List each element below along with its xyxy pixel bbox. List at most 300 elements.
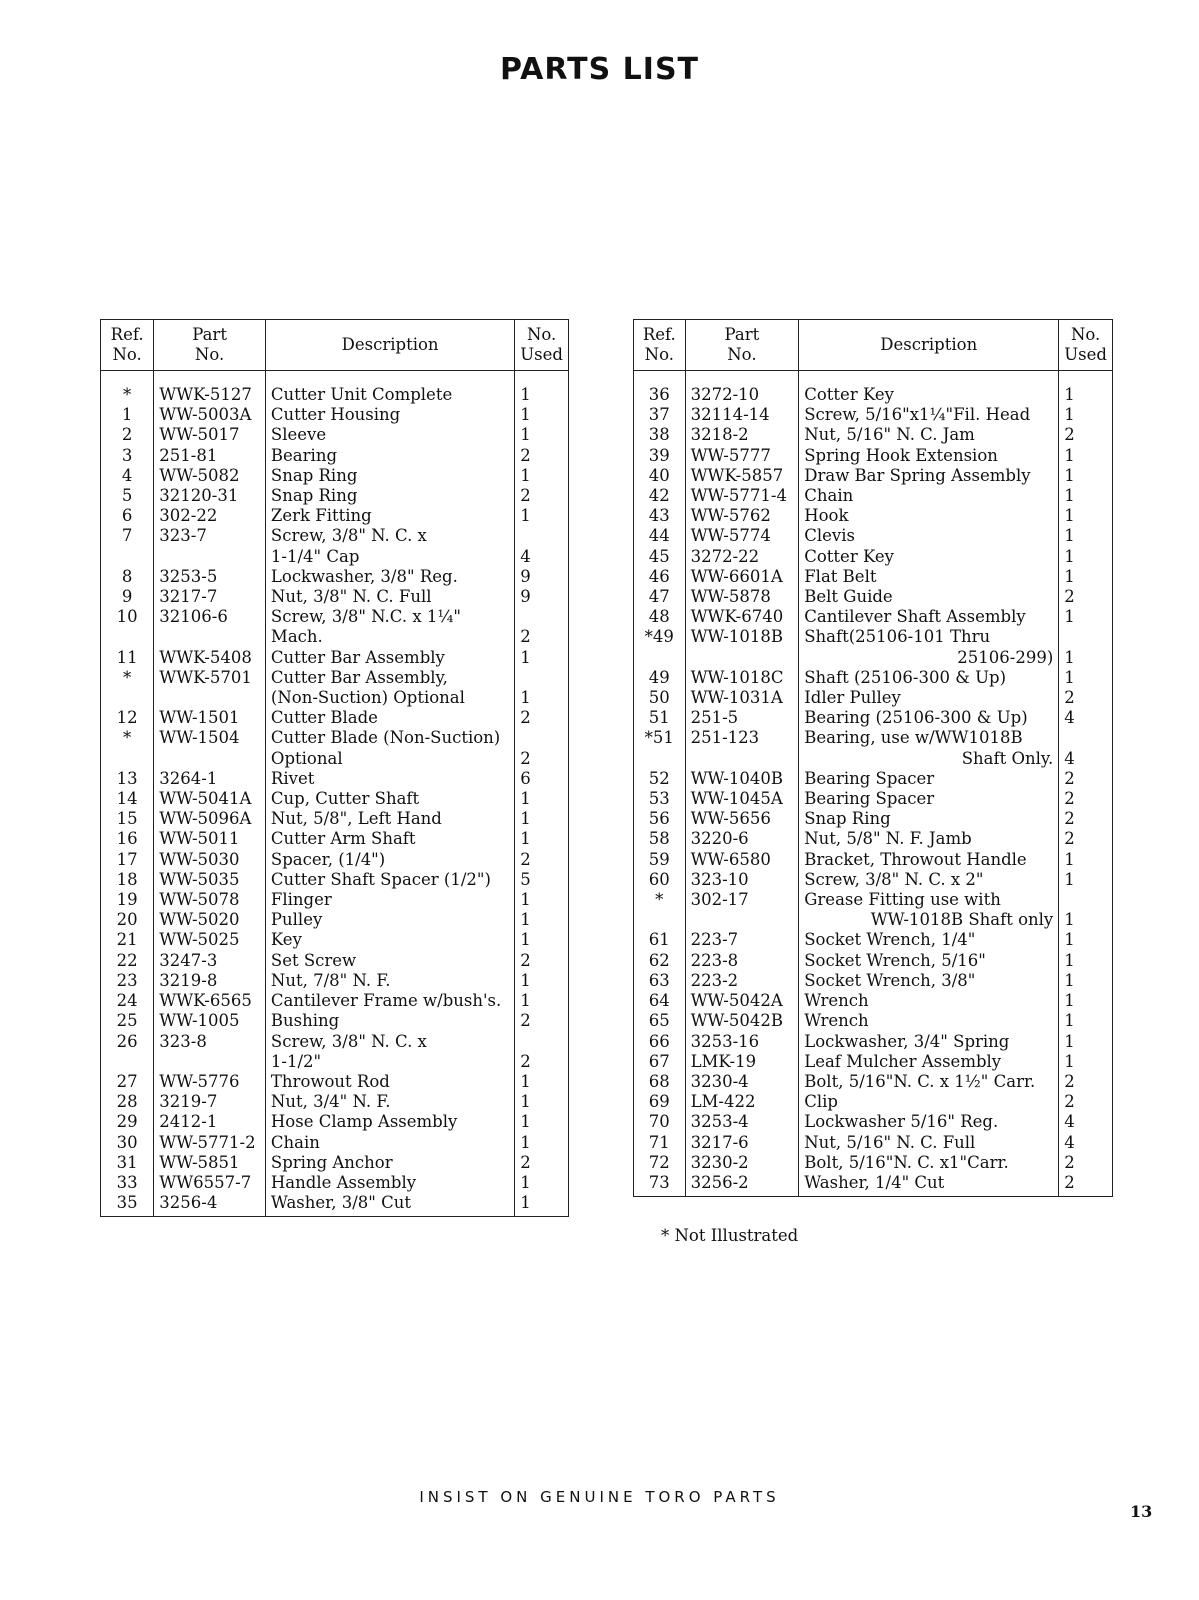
qty-used: 2 — [515, 446, 569, 466]
table-row — [101, 668, 569, 688]
qty-used: 4 — [515, 547, 569, 567]
ref-no: 39 — [634, 446, 686, 466]
ref-no: 10 — [101, 607, 154, 627]
qty-used — [515, 526, 569, 546]
table-row — [101, 567, 569, 587]
table-row — [634, 688, 1113, 708]
part-no: WW-5771-4 — [685, 486, 799, 506]
part-no: 3218-2 — [685, 425, 799, 445]
qty-used: 1 — [515, 930, 569, 950]
description: Rivet — [265, 769, 514, 789]
ref-no: 20 — [101, 910, 154, 930]
part-no — [154, 627, 266, 647]
description: Chain — [799, 486, 1059, 506]
table-row — [101, 1032, 569, 1052]
description: Socket Wrench, 3/8" — [799, 971, 1059, 991]
ref-no — [101, 749, 154, 769]
table-row — [101, 910, 569, 930]
description: Chain — [265, 1133, 514, 1153]
part-no: WW-5017 — [154, 425, 266, 445]
part-no: WW-1031A — [685, 688, 799, 708]
table-row — [634, 870, 1113, 890]
ref-no: 22 — [101, 951, 154, 971]
ref-no: 40 — [634, 466, 686, 486]
table-row — [634, 486, 1113, 506]
part-no: 2412-1 — [154, 1112, 266, 1132]
part-no: 32114-14 — [685, 405, 799, 425]
description: Shaft Only. — [799, 749, 1059, 769]
ref-no: 44 — [634, 526, 686, 546]
description: Bearing (25106-300 & Up) — [799, 708, 1059, 728]
part-no: 323-7 — [154, 526, 266, 546]
part-no: 251-123 — [685, 728, 799, 748]
qty-used: 9 — [515, 587, 569, 607]
ref-no: 7 — [101, 526, 154, 546]
ref-no: 48 — [634, 607, 686, 627]
qty-used: 2 — [515, 486, 569, 506]
table-row — [634, 930, 1113, 950]
header-ref: Ref. No. — [101, 320, 154, 371]
ref-no: 14 — [101, 789, 154, 809]
qty-used: 1 — [1059, 991, 1113, 1011]
description: Screw, 3/8" N.C. x 1¼" — [265, 607, 514, 627]
qty-used: 1 — [1059, 910, 1113, 930]
description: Cotter Key — [799, 371, 1059, 406]
part-no: WW-1045A — [685, 789, 799, 809]
description: Lockwasher 5/16" Reg. — [799, 1112, 1059, 1132]
part-no: 251-81 — [154, 446, 266, 466]
description: Clip — [799, 1092, 1059, 1112]
part-no: LMK-19 — [685, 1052, 799, 1072]
part-no: WW-1504 — [154, 728, 266, 748]
ref-no: 51 — [634, 708, 686, 728]
part-no: WW-6601A — [685, 567, 799, 587]
part-no — [685, 910, 799, 930]
qty-used: 1 — [515, 971, 569, 991]
ref-no: 56 — [634, 809, 686, 829]
qty-used: 1 — [1059, 371, 1113, 406]
description: Wrench — [799, 1011, 1059, 1031]
ref-no: 66 — [634, 1032, 686, 1052]
description: Hose Clamp Assembly — [265, 1112, 514, 1132]
description: Washer, 3/8" Cut — [265, 1193, 514, 1217]
part-no: WW-5030 — [154, 850, 266, 870]
qty-used: 1 — [515, 789, 569, 809]
description: Spring Anchor — [265, 1153, 514, 1173]
qty-used: 2 — [515, 708, 569, 728]
table-row — [634, 371, 1113, 406]
ref-no: 69 — [634, 1092, 686, 1112]
description: (Non-Suction) Optional — [265, 688, 514, 708]
part-no: WWK-6565 — [154, 991, 266, 1011]
qty-used: 1 — [515, 1092, 569, 1112]
table-row — [101, 930, 569, 950]
table-row — [101, 728, 569, 748]
part-no: 223-2 — [685, 971, 799, 991]
description: Lockwasher, 3/8" Reg. — [265, 567, 514, 587]
table-row — [101, 486, 569, 506]
qty-used: 1 — [1059, 547, 1113, 567]
qty-used: 9 — [515, 567, 569, 587]
qty-used: 1 — [1059, 870, 1113, 890]
ref-no: 6 — [101, 506, 154, 526]
table-row — [101, 1193, 569, 1217]
qty-used: 1 — [1059, 526, 1113, 546]
description: Lockwasher, 3/4" Spring — [799, 1032, 1059, 1052]
table-row — [101, 951, 569, 971]
table-row — [101, 991, 569, 1011]
description: Snap Ring — [799, 809, 1059, 829]
ref-no: 17 — [101, 850, 154, 870]
table-row — [634, 728, 1113, 748]
ref-no: 35 — [101, 1193, 154, 1217]
description: Socket Wrench, 5/16" — [799, 951, 1059, 971]
description: Flinger — [265, 890, 514, 910]
part-no: 251-5 — [685, 708, 799, 728]
ref-no: 58 — [634, 829, 686, 849]
part-no: WW-5656 — [685, 809, 799, 829]
qty-used: 2 — [515, 1153, 569, 1173]
description: Screw, 5/16"x1¼"Fil. Head — [799, 405, 1059, 425]
ref-no — [101, 547, 154, 567]
description: Cup, Cutter Shaft — [265, 789, 514, 809]
table-row — [634, 991, 1113, 1011]
part-no: 3272-22 — [685, 547, 799, 567]
part-no: 3264-1 — [154, 769, 266, 789]
table-row — [101, 1052, 569, 1072]
qty-used: 1 — [1059, 506, 1113, 526]
qty-used: 1 — [1059, 466, 1113, 486]
part-no: 223-8 — [685, 951, 799, 971]
part-no: 302-17 — [685, 890, 799, 910]
header-no-used: No. Used — [515, 320, 569, 371]
description: Wrench — [799, 991, 1059, 1011]
qty-used: 2 — [515, 627, 569, 647]
table-row — [634, 425, 1113, 445]
ref-no: 63 — [634, 971, 686, 991]
qty-used: 1 — [515, 1112, 569, 1132]
qty-used: 2 — [1059, 1072, 1113, 1092]
page-number: 13 — [1130, 1502, 1153, 1521]
description: Pulley — [265, 910, 514, 930]
ref-no: 13 — [101, 769, 154, 789]
description: Cutter Blade (Non-Suction) — [265, 728, 514, 748]
table-row — [634, 1133, 1113, 1153]
description: Zerk Fitting — [265, 506, 514, 526]
description: Spacer, (1/4") — [265, 850, 514, 870]
part-no: WW-5035 — [154, 870, 266, 890]
footnote-not-illustrated: * Not Illustrated — [661, 1226, 799, 1245]
qty-used: 1 — [1059, 971, 1113, 991]
part-no — [154, 547, 266, 567]
qty-used: 2 — [1059, 1153, 1113, 1173]
table-row — [101, 1153, 569, 1173]
table-row — [101, 870, 569, 890]
description: Cutter Housing — [265, 405, 514, 425]
part-no: 3256-2 — [685, 1173, 799, 1197]
part-no: WW-5878 — [685, 587, 799, 607]
description: Bushing — [265, 1011, 514, 1031]
qty-used: 2 — [1059, 829, 1113, 849]
ref-no: 23 — [101, 971, 154, 991]
ref-no: 33 — [101, 1173, 154, 1193]
table-row — [101, 789, 569, 809]
table-row — [101, 688, 569, 708]
description: Bracket, Throwout Handle — [799, 850, 1059, 870]
part-no: 3272-10 — [685, 371, 799, 406]
ref-no: 52 — [634, 769, 686, 789]
ref-no: 3 — [101, 446, 154, 466]
table-row — [634, 789, 1113, 809]
ref-no: 37 — [634, 405, 686, 425]
table-row — [101, 708, 569, 728]
description: Cutter Bar Assembly, — [265, 668, 514, 688]
description: Nut, 3/8" N. C. Full — [265, 587, 514, 607]
ref-no: 18 — [101, 870, 154, 890]
qty-used: 1 — [1059, 1052, 1113, 1072]
part-no: 3230-2 — [685, 1153, 799, 1173]
ref-no: 8 — [101, 567, 154, 587]
table-row — [101, 506, 569, 526]
description: Nut, 5/8", Left Hand — [265, 809, 514, 829]
header-part-no: Part No. — [154, 320, 266, 371]
part-no: WW-5771-2 — [154, 1133, 266, 1153]
table-row — [634, 648, 1113, 668]
description: Nut, 5/16" N. C. Full — [799, 1133, 1059, 1153]
table-row — [634, 910, 1113, 930]
part-no: WWK-5857 — [685, 466, 799, 486]
table-row — [101, 1092, 569, 1112]
qty-used — [515, 728, 569, 748]
table-row — [634, 1032, 1113, 1052]
table-row — [101, 1133, 569, 1153]
part-no: WW-5011 — [154, 829, 266, 849]
part-no: WW-1018B — [685, 627, 799, 647]
description: Cutter Unit Complete — [265, 371, 514, 406]
description: Bearing — [265, 446, 514, 466]
header-row — [101, 320, 569, 371]
table-row — [101, 446, 569, 466]
ref-no: 45 — [634, 547, 686, 567]
ref-no: 21 — [101, 930, 154, 950]
qty-used: 1 — [515, 890, 569, 910]
part-no: WW-5851 — [154, 1153, 266, 1173]
table-row — [634, 769, 1113, 789]
description: Cutter Blade — [265, 708, 514, 728]
ref-no: 46 — [634, 567, 686, 587]
qty-used: 1 — [515, 405, 569, 425]
description: Optional — [265, 749, 514, 769]
ref-no — [101, 627, 154, 647]
part-no: 323-8 — [154, 1032, 266, 1052]
part-no: WW-5776 — [154, 1072, 266, 1092]
qty-used: 2 — [515, 749, 569, 769]
qty-used: 4 — [1059, 1133, 1113, 1153]
table-row — [634, 829, 1113, 849]
qty-used: 1 — [515, 1133, 569, 1153]
ref-no: 67 — [634, 1052, 686, 1072]
ref-no: 28 — [101, 1092, 154, 1112]
qty-used: 2 — [1059, 769, 1113, 789]
ref-no: 15 — [101, 809, 154, 829]
part-no: 3253-4 — [685, 1112, 799, 1132]
ref-no: 68 — [634, 1072, 686, 1092]
ref-no: 1 — [101, 405, 154, 425]
table-row — [634, 890, 1113, 910]
header-description: Description — [799, 320, 1059, 371]
table-row — [634, 1173, 1113, 1197]
part-no: WW-5041A — [154, 789, 266, 809]
ref-no: 70 — [634, 1112, 686, 1132]
qty-used: 1 — [515, 648, 569, 668]
description: Key — [265, 930, 514, 950]
description: Hook — [799, 506, 1059, 526]
header-ref: Ref. No. — [634, 320, 686, 371]
part-no: 3217-6 — [685, 1133, 799, 1153]
part-no: 32106-6 — [154, 607, 266, 627]
qty-used: 2 — [1059, 789, 1113, 809]
description: Shaft(25106-101 Thru — [799, 627, 1059, 647]
ref-no — [634, 749, 686, 769]
ref-no: 73 — [634, 1173, 686, 1197]
qty-used: 1 — [1059, 486, 1113, 506]
qty-used: 1 — [1059, 951, 1113, 971]
header-row — [634, 320, 1113, 371]
part-no: WWK-5408 — [154, 648, 266, 668]
ref-no: * — [101, 668, 154, 688]
table-row — [101, 1011, 569, 1031]
qty-used: 2 — [515, 1052, 569, 1072]
qty-used: 1 — [1059, 850, 1113, 870]
parts-table-left — [100, 319, 569, 1217]
table-row — [634, 547, 1113, 567]
ref-no: 47 — [634, 587, 686, 607]
qty-used: 4 — [1059, 708, 1113, 728]
header-no-used: No. Used — [1059, 320, 1113, 371]
table-row — [101, 769, 569, 789]
qty-used: 1 — [515, 809, 569, 829]
ref-no: 26 — [101, 1032, 154, 1052]
description: Bearing, use w/WW1018B — [799, 728, 1059, 748]
qty-used: 1 — [515, 506, 569, 526]
part-no: 3219-7 — [154, 1092, 266, 1112]
qty-used: 1 — [1059, 1011, 1113, 1031]
ref-no: 25 — [101, 1011, 154, 1031]
table-row — [634, 405, 1113, 425]
table-row — [101, 749, 569, 769]
qty-used: 1 — [515, 371, 569, 406]
table-row — [101, 850, 569, 870]
table-row — [101, 607, 569, 627]
qty-used: 2 — [1059, 809, 1113, 829]
part-no: WW-1018C — [685, 668, 799, 688]
ref-no: 50 — [634, 688, 686, 708]
description: Spring Hook Extension — [799, 446, 1059, 466]
qty-used: 1 — [1059, 607, 1113, 627]
table-row — [101, 1173, 569, 1193]
ref-no: 53 — [634, 789, 686, 809]
qty-used: 2 — [1059, 1173, 1113, 1197]
part-no: WW-1040B — [685, 769, 799, 789]
table-row — [634, 809, 1113, 829]
qty-used: 1 — [1059, 930, 1113, 950]
part-no: WW-5777 — [685, 446, 799, 466]
table-row — [101, 809, 569, 829]
qty-used — [515, 1032, 569, 1052]
description: Idler Pulley — [799, 688, 1059, 708]
ref-no: 61 — [634, 930, 686, 950]
ref-no: 9 — [101, 587, 154, 607]
part-no: 3220-6 — [685, 829, 799, 849]
part-no: 3253-16 — [685, 1032, 799, 1052]
ref-no: *49 — [634, 627, 686, 647]
description: Bolt, 5/16"N. C. x 1½" Carr. — [799, 1072, 1059, 1092]
part-no: WW-5762 — [685, 506, 799, 526]
description: Nut, 7/8" N. F. — [265, 971, 514, 991]
table-row — [101, 648, 569, 668]
description: Bearing Spacer — [799, 769, 1059, 789]
ref-no: 30 — [101, 1133, 154, 1153]
description: Handle Assembly — [265, 1173, 514, 1193]
description: Bearing Spacer — [799, 789, 1059, 809]
table-row — [634, 850, 1113, 870]
qty-used: 1 — [515, 991, 569, 1011]
qty-used — [1059, 728, 1113, 748]
part-no: 223-7 — [685, 930, 799, 950]
part-no: 3256-4 — [154, 1193, 266, 1217]
part-no: 3219-8 — [154, 971, 266, 991]
description: Leaf Mulcher Assembly — [799, 1052, 1059, 1072]
qty-used: 1 — [515, 1193, 569, 1217]
table-row — [101, 1112, 569, 1132]
table-row — [634, 607, 1113, 627]
description: Flat Belt — [799, 567, 1059, 587]
table-row — [634, 567, 1113, 587]
qty-used: 1 — [1059, 446, 1113, 466]
table-row — [101, 1072, 569, 1092]
description: Grease Fitting use with — [799, 890, 1059, 910]
header-description: Description — [265, 320, 514, 371]
description: Cotter Key — [799, 547, 1059, 567]
table-row — [101, 466, 569, 486]
part-no: 302-22 — [154, 506, 266, 526]
description: Cantilever Shaft Assembly — [799, 607, 1059, 627]
qty-used: 4 — [1059, 1112, 1113, 1132]
header-part-no: Part No. — [685, 320, 799, 371]
qty-used: 1 — [515, 425, 569, 445]
qty-used: 1 — [515, 1072, 569, 1092]
part-no: WW-6580 — [685, 850, 799, 870]
qty-used — [1059, 890, 1113, 910]
table-row — [101, 547, 569, 567]
table-row — [634, 749, 1113, 769]
part-no: 32120-31 — [154, 486, 266, 506]
ref-no: 5 — [101, 486, 154, 506]
part-no: 323-10 — [685, 870, 799, 890]
ref-no: 43 — [634, 506, 686, 526]
part-no: WW-5003A — [154, 405, 266, 425]
ref-no: 4 — [101, 466, 154, 486]
table-row — [634, 466, 1113, 486]
ref-no — [634, 910, 686, 930]
qty-used: 1 — [515, 688, 569, 708]
qty-used: 1 — [515, 910, 569, 930]
part-no — [154, 749, 266, 769]
qty-used: 1 — [1059, 567, 1113, 587]
description: Nut, 3/4" N. F. — [265, 1092, 514, 1112]
ref-no: 71 — [634, 1133, 686, 1153]
description: Draw Bar Spring Assembly — [799, 466, 1059, 486]
